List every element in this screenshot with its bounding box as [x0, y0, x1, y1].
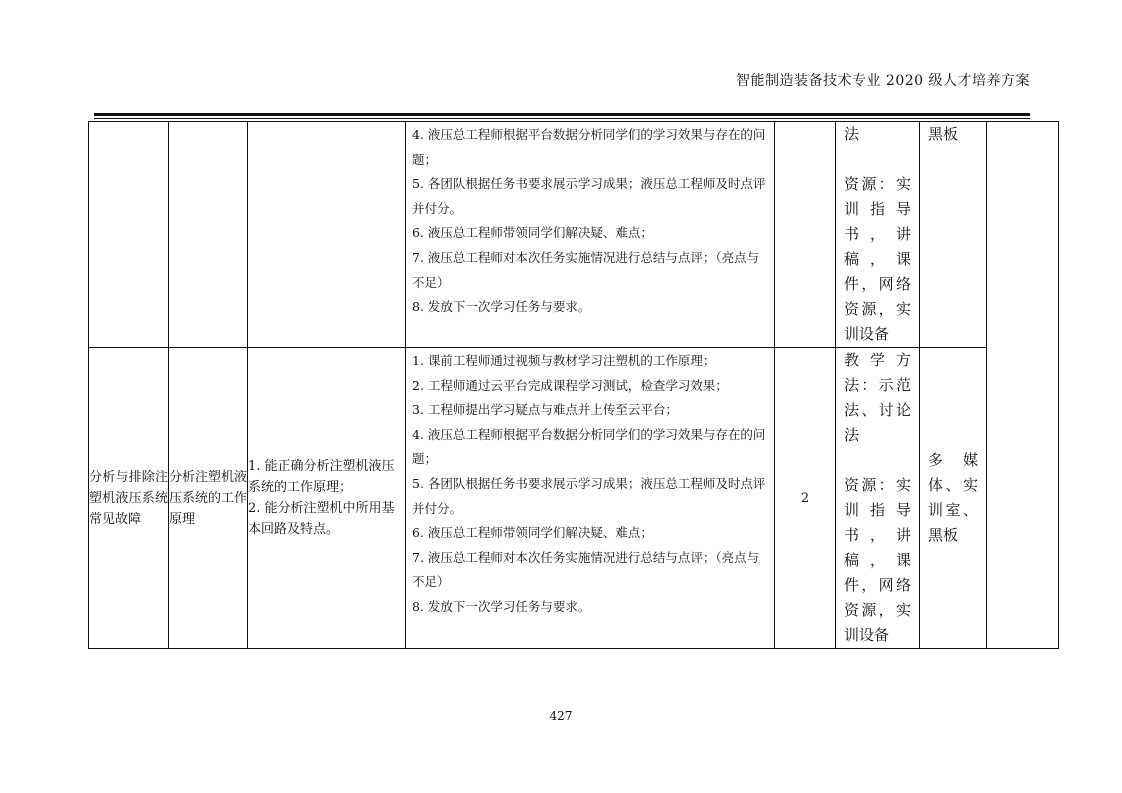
- steps-cell: [406, 122, 775, 348]
- objectives-cell: [248, 122, 406, 348]
- header-rule-thin: [94, 118, 1030, 119]
- step-item: 5. 各团队根据任务书要求展示学习成果；液压总工程师及时点评并付分。: [412, 176, 766, 216]
- step-item: 4. 液压总工程师根据平台数据分析同学们的学习效果与存在的问题；: [412, 127, 766, 167]
- table-row: [89, 348, 1059, 649]
- step-item: 3. 工程师提出学习疑点与难点并上传至云平台；: [412, 402, 678, 418]
- method-text: 法: [844, 125, 860, 143]
- notes-cell: [987, 122, 1059, 649]
- subtopic-cell: [169, 122, 248, 348]
- step-item: 6. 液压总工程师带领同学们解决疑、难点；: [412, 225, 653, 241]
- curriculum-table: [88, 121, 1059, 649]
- objective-item: 2. 能分析注塑机中所用基本回路及特点。: [248, 501, 395, 537]
- objective-item: 1. 能正确分析注塑机液压系统的工作原理；: [248, 459, 395, 495]
- step-item: 4. 液压总工程师根据平台数据分析同学们的学习效果与存在的问题；: [412, 426, 766, 467]
- topic-cell: [89, 122, 169, 348]
- method-cell: [836, 348, 920, 649]
- method-text: 教学方法：示范法、讨论法: [844, 351, 911, 444]
- step-item: 7. 液压总工程师对本次任务实施情况进行总结与点评；（亮点与不足）: [412, 549, 760, 590]
- media-text: 多媒体、实训室、黑板: [928, 451, 978, 544]
- step-item: 5. 各团队根据任务书要求展示学习成果；液压总工程师及时点评并付分。: [412, 475, 766, 516]
- step-item: 7. 液压总工程师对本次任务实施情况进行总结与点评；（亮点与不足）: [412, 249, 760, 290]
- step-item: 8. 发放下一次学习任务与要求。: [412, 299, 591, 315]
- document-header-title: 智能制造装备技术专业 2020 级人才培养方案: [735, 73, 1030, 89]
- step-item: 8. 发放下一次学习任务与要求。: [412, 598, 591, 614]
- step-item: 2. 工程师通过云平台完成课程学习测试，检查学习效果；: [412, 377, 728, 393]
- subtopic-cell: 分析注塑机液压系统的工作原理: [169, 348, 248, 649]
- steps-cell: [406, 348, 775, 649]
- media-cell: [920, 348, 987, 649]
- objectives-cell: [248, 348, 406, 649]
- resources-text: 资源：实训指导书，讲稿，课件，网络资源，实训设备: [844, 476, 911, 644]
- header-rule-thick: [94, 113, 1030, 116]
- method-cell: [836, 122, 920, 348]
- media-text: 黑板: [928, 125, 959, 143]
- table-row: [89, 122, 1059, 348]
- hours-cell: [775, 122, 836, 348]
- resources-text: 资源：实训指导书，讲稿，课件，网络资源，实训设备: [844, 175, 911, 343]
- media-cell: [920, 122, 987, 348]
- step-item: 1. 课前工程师通过视频与教材学习注塑机的工作原理；: [412, 353, 716, 368]
- topic-cell: 分析与排除注塑机液压系统常见故障: [89, 348, 169, 649]
- hours-cell: 2: [775, 348, 836, 649]
- page-number: 427: [549, 709, 573, 723]
- step-item: 6. 液压总工程师带领同学们解决疑、难点；: [412, 525, 653, 541]
